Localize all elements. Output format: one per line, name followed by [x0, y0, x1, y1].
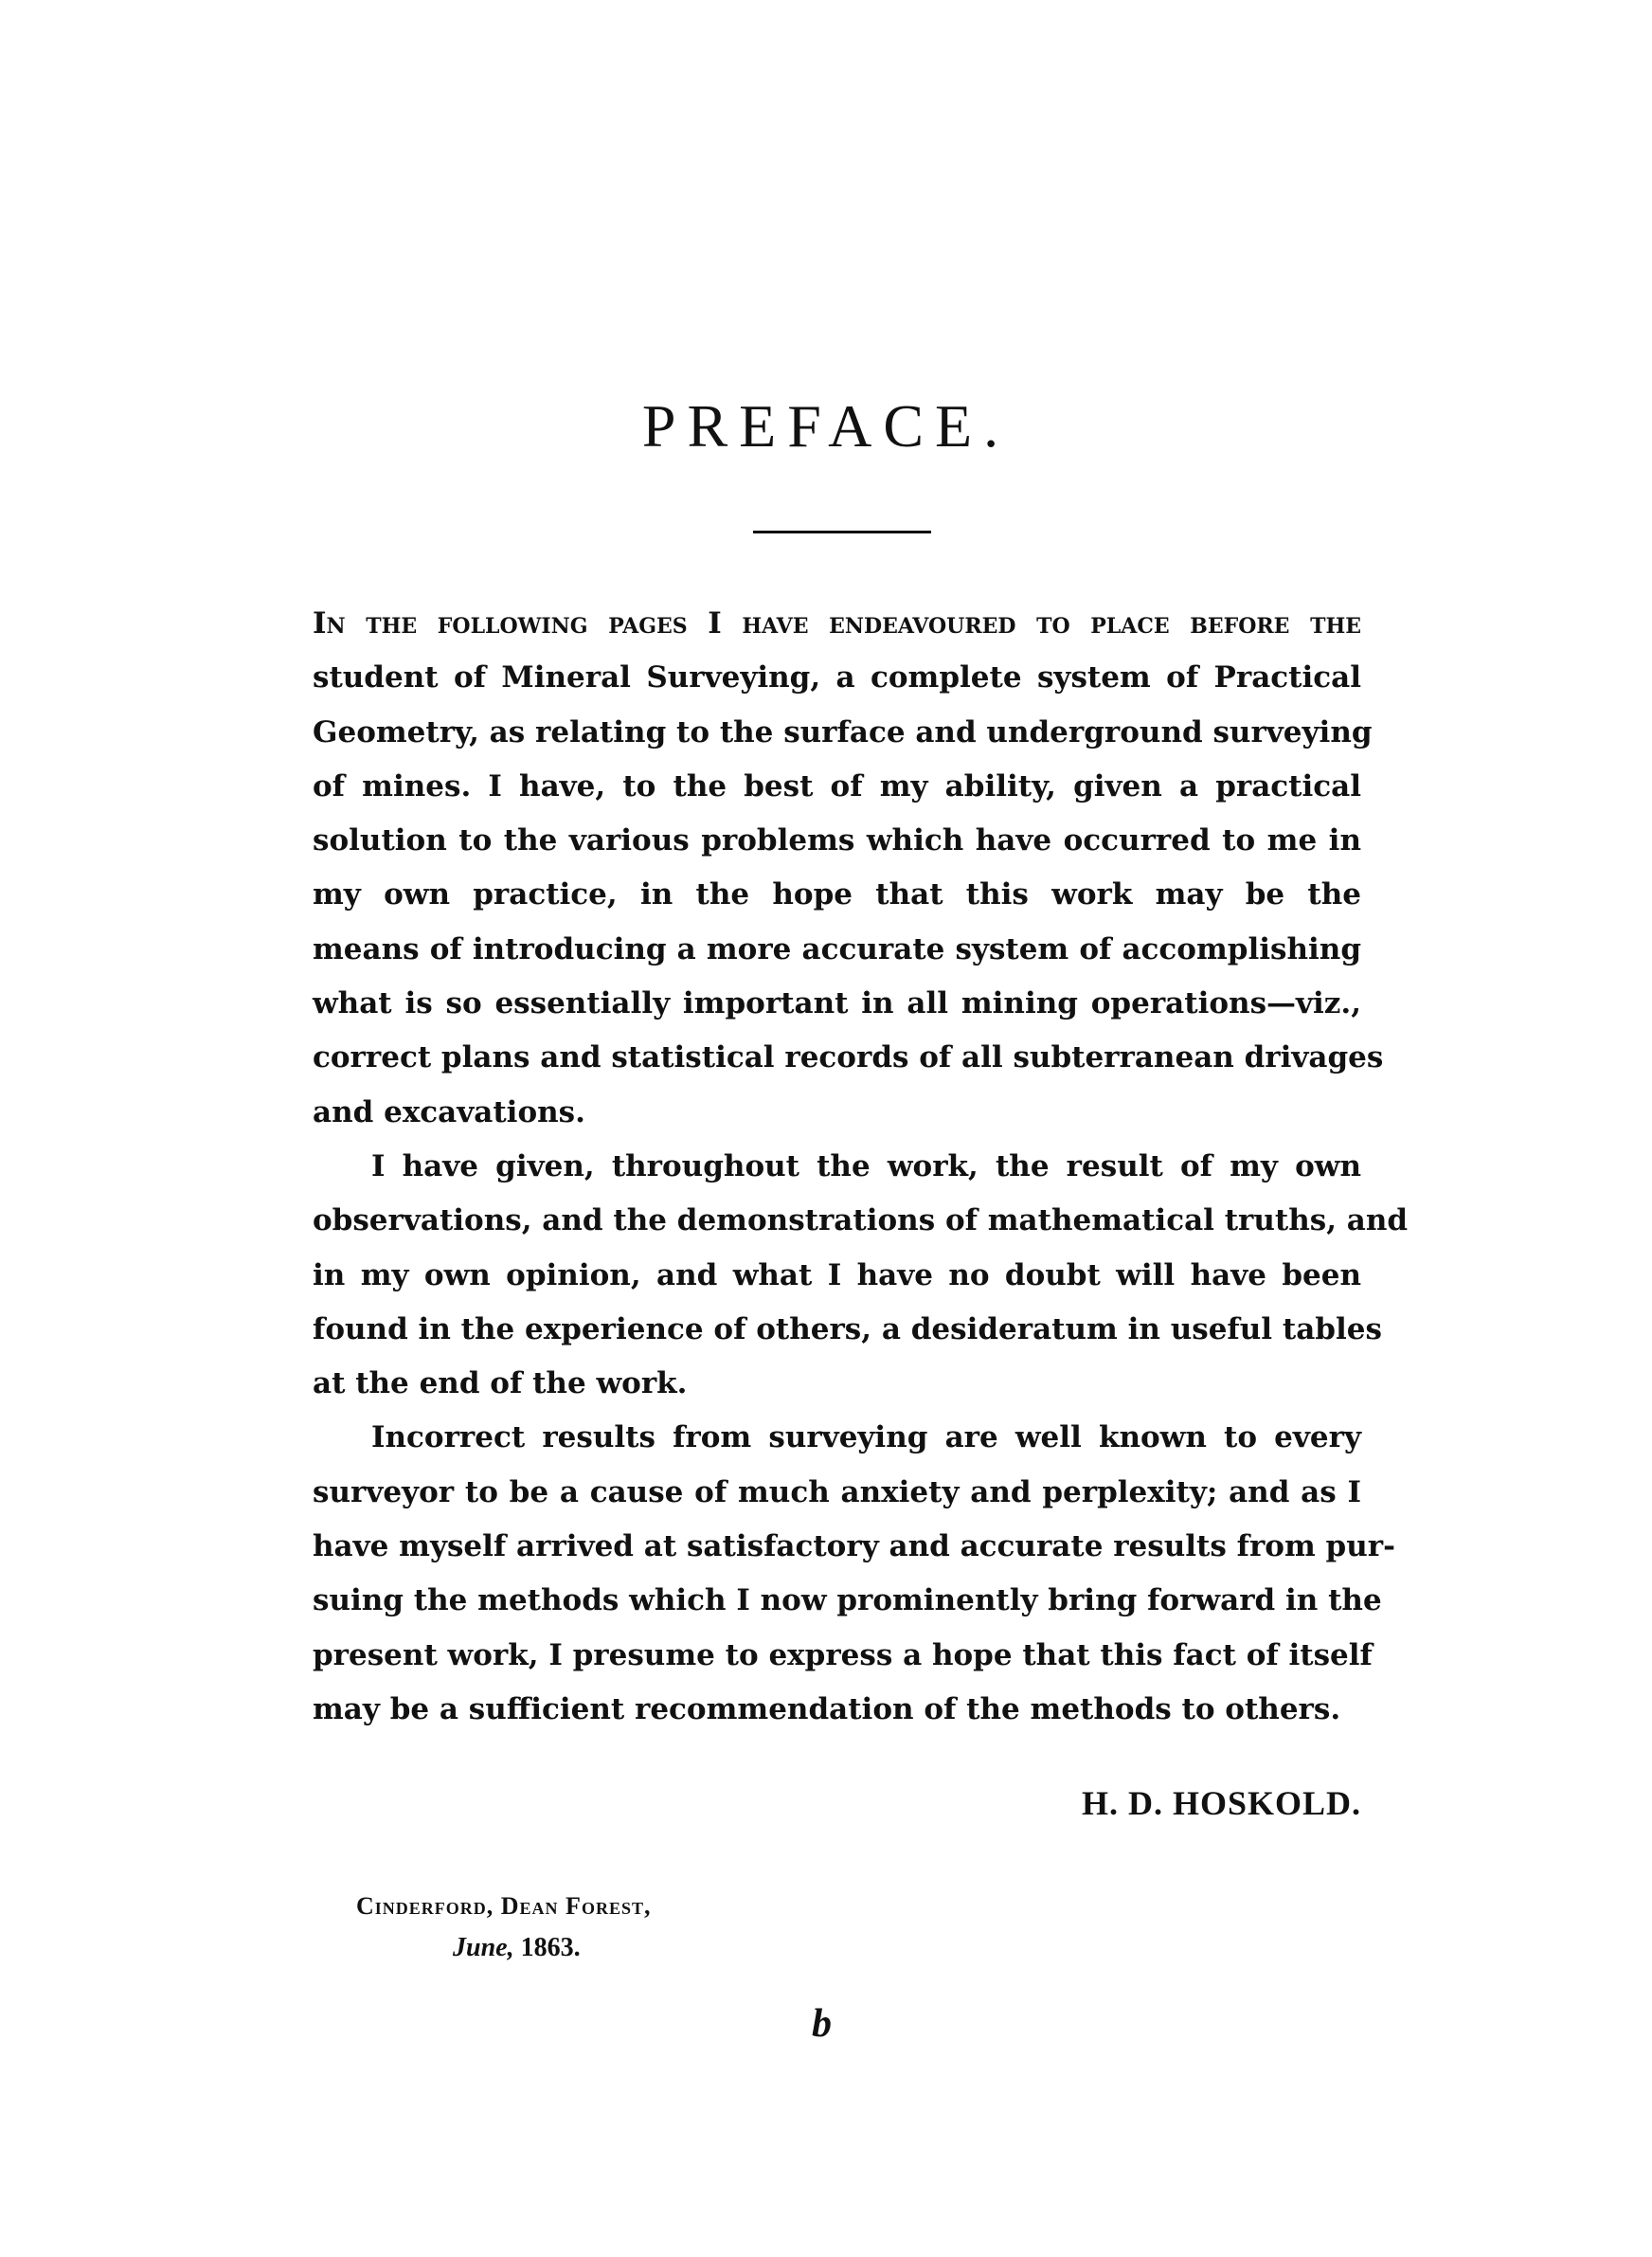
text-line: found in the experience of others, a desideratum in useful tables: [313, 1311, 1382, 1346]
text-line: student of Mineral Surveying, a complete system of Practical: [313, 660, 1361, 695]
text-line: what is so essentially important in all mining operations—viz.,: [313, 986, 1361, 1021]
paragraph-1: [313, 597, 1384, 1140]
text-line: and excavations.: [313, 1094, 585, 1129]
text-line: of mines. I have, to the best of my ability, given a practical: [313, 768, 1361, 803]
text-line: observations, and the demonstrations of mathematical truths, and: [313, 1203, 1409, 1238]
paragraph-2: [313, 1140, 1409, 1411]
text-line: correct plans and statistical records of all subterranean drivages: [313, 1040, 1384, 1075]
text-line: Geometry, as relating to the surface and underground surveying: [313, 714, 1373, 749]
place-line: Cinderford, Dean Forest,: [356, 1892, 652, 1920]
text-line: in my own opinion, and what I have no doubt will have been: [313, 1257, 1361, 1292]
text-line: present work, I presume to express a hope that this fact of itself: [313, 1637, 1373, 1672]
title-rule: [753, 531, 931, 533]
signature-mark: b: [812, 2002, 832, 2046]
text-line: In the following pages I have endeavoured to place before the: [313, 606, 1361, 641]
date-year: 1863.: [520, 1933, 581, 1962]
text-line: may be a sufficient recommendation of the methods to others.: [313, 1691, 1341, 1726]
date-line: [453, 1933, 581, 1963]
date-month: June,: [453, 1933, 514, 1962]
paragraph-3: [313, 1411, 1395, 1737]
text-line: I have given, throughout the work, the result of my own: [371, 1148, 1361, 1183]
author-signature: H. D. HOSKOLD.: [1081, 1784, 1361, 1822]
page-title: PREFACE.: [641, 392, 1011, 460]
text-line: surveyor to be a cause of much anxiety and perplexity; and as I: [313, 1474, 1361, 1509]
text-line: my own practice, in the hope that this work may be the: [313, 877, 1361, 912]
text-line: have myself arrived at satisfactory and accurate results from pur-: [313, 1529, 1395, 1564]
text-line: Incorrect results from surveying are well known to every: [371, 1420, 1361, 1455]
text-line: means of introducing a more accurate system of accomplishing: [313, 931, 1361, 966]
text-line: suing the methods which I now prominently bring forward in the: [313, 1583, 1382, 1618]
preface-body: [313, 597, 1409, 1737]
text-line: at the end of the work.: [313, 1366, 688, 1401]
text-line: solution to the various problems which have occurred to me in: [313, 823, 1361, 858]
